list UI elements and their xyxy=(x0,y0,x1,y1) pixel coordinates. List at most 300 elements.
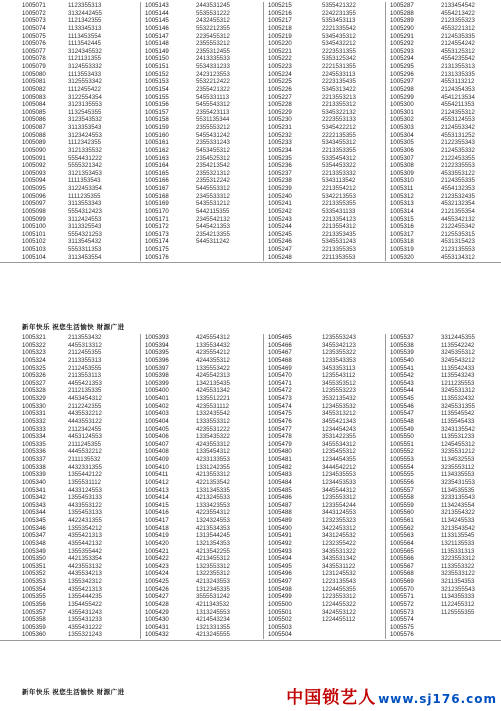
value-cell: 4213243553 xyxy=(196,578,230,585)
value-cell: 1121131355 xyxy=(68,55,101,63)
value-cell: 1122455312 xyxy=(441,600,475,608)
value-cell: 1323553312 xyxy=(196,562,230,570)
code-cell: 1005234 xyxy=(268,146,292,154)
value-cell: 2111135532 xyxy=(68,456,101,463)
table-row xyxy=(0,570,501,578)
value-cell: 1125555355 xyxy=(441,608,475,616)
value-cell: 3243135542 xyxy=(441,425,475,433)
code-cell: 1005104 xyxy=(22,253,46,261)
code-cell: 1005091 xyxy=(22,154,46,162)
footnote-2: 新年快乐 祝您生活愉快 财源广进 xyxy=(22,689,125,696)
value-cell: 4213245555 xyxy=(196,631,230,639)
code-cell: 1005473 xyxy=(268,395,292,402)
code-cell: 1005396 xyxy=(145,356,169,364)
value-cell: 4213245533 xyxy=(196,494,230,502)
table-row xyxy=(0,555,501,563)
table-row xyxy=(0,162,501,170)
value-cell: 4532132354 xyxy=(441,200,475,208)
code-cell: 1005502 xyxy=(268,616,292,624)
code-cell: 1005431 xyxy=(145,623,169,631)
code-table xyxy=(0,2,501,261)
code-cell: 1005492 xyxy=(268,539,292,547)
code-cell: 1005081 xyxy=(22,78,46,86)
code-cell: 1005236 xyxy=(268,162,292,170)
value-cell: 3444542212 xyxy=(322,463,356,471)
value-cell: 4455342132 xyxy=(441,215,475,223)
value-cell: 4432331355 xyxy=(68,463,102,471)
value-cell: 2211353553 xyxy=(322,253,356,261)
code-cell: 1005470 xyxy=(268,372,292,380)
value-cell: 2124354353 xyxy=(441,85,475,93)
code-cell: 1005537 xyxy=(390,334,414,341)
code-cell: 1005483 xyxy=(268,471,292,479)
code-cell: 1005305 xyxy=(390,139,414,147)
value-cell: 2124355335 xyxy=(441,177,475,185)
value-cell: 1224455112 xyxy=(322,616,356,624)
table-row xyxy=(0,609,501,617)
value-cell: 4213455312 xyxy=(196,555,230,563)
value-cell: 1233543353 xyxy=(322,356,356,364)
value-cell: 5435531212 xyxy=(196,200,230,208)
code-cell: 1005393 xyxy=(145,334,169,341)
code-cell: 1005298 xyxy=(390,85,414,93)
value-cell: 5553311353 xyxy=(68,246,102,253)
code-cell: 1005164 xyxy=(145,162,169,170)
value-cell: 3245531355 xyxy=(441,402,475,410)
value-cell: 4244355312 xyxy=(196,356,230,364)
code-cell: 1005093 xyxy=(22,169,46,177)
code-cell: 1005339 xyxy=(22,471,46,479)
table-row xyxy=(0,403,501,411)
code-cell: 1005294 xyxy=(390,55,414,63)
code-cell: 1005405 xyxy=(145,425,169,433)
table-row xyxy=(0,525,501,533)
code-cell: 1005315 xyxy=(390,215,414,223)
code-cell: 1005239 xyxy=(268,185,292,192)
table-row xyxy=(0,71,501,79)
table-row xyxy=(0,433,501,441)
code-cell: 1005416 xyxy=(145,509,169,517)
code-cell: 1005394 xyxy=(145,341,169,349)
value-cell xyxy=(196,254,268,262)
code-cell: 1005489 xyxy=(268,517,292,524)
code-cell: 1005410 xyxy=(145,463,169,471)
code-cell: 1005092 xyxy=(22,162,46,170)
value-cell: 1123355313 xyxy=(68,2,102,9)
value-cell: 3435531122 xyxy=(322,562,356,570)
code-cell: 1005542 xyxy=(390,372,414,380)
code-cell: 1005325 xyxy=(22,364,46,372)
code-cell: 1005495 xyxy=(268,562,292,570)
code-cell: 1005422 xyxy=(145,555,169,563)
code-cell: 1005160 xyxy=(145,131,169,139)
value-cell: 2112455355 xyxy=(68,349,102,357)
code-cell: 1005094 xyxy=(22,177,46,185)
value-cell: 1355453133 xyxy=(68,509,102,517)
table-row xyxy=(0,238,501,246)
code-cell: 1005246 xyxy=(268,238,292,246)
value-cell: 2354213355 xyxy=(196,230,230,238)
value-cell: 4421353354 xyxy=(68,555,102,563)
code-cell: 1005575 xyxy=(390,623,414,631)
value-cell: 3124345532 xyxy=(68,47,102,55)
code-cell: 1005313 xyxy=(390,200,414,208)
value-cell: 2355331243 xyxy=(196,139,230,147)
code-cell: 1005152 xyxy=(145,70,169,78)
value-cell: 5455331113 xyxy=(196,93,229,101)
table-row xyxy=(0,494,501,502)
code-cell: 1005173 xyxy=(145,230,169,238)
value-cell: 4235531222 xyxy=(196,425,230,433)
value-cell: 3122453354 xyxy=(68,185,102,192)
value-cell: 1234454243 xyxy=(322,425,356,433)
value-cell: 1133135545 xyxy=(441,532,475,540)
code-cell: 1005541 xyxy=(390,364,414,372)
code-cell: 1005100 xyxy=(22,223,46,231)
code-cell: 1005476 xyxy=(268,417,292,425)
code-cell: 1005327 xyxy=(22,379,46,387)
code-cell: 1005419 xyxy=(145,532,169,540)
code-cell: 1005242 xyxy=(268,207,292,215)
column-divider xyxy=(263,2,264,261)
value-cell: 4221353542 xyxy=(196,478,230,486)
value-cell: 3455421343 xyxy=(322,417,356,425)
table-row xyxy=(0,139,501,147)
value-cell: 1111353543 xyxy=(68,177,101,185)
code-cell: 1005291 xyxy=(390,32,414,40)
code-cell: 1005303 xyxy=(390,124,414,131)
value-cell: 5342213553 xyxy=(322,192,356,200)
value-cell xyxy=(441,624,501,632)
code-cell: 1005503 xyxy=(268,623,292,631)
value-cell: 3213554322 xyxy=(441,509,475,517)
value-cell: 2122335553 xyxy=(441,162,475,170)
code-cell: 1005478 xyxy=(268,433,292,441)
value-cell: 3431245532 xyxy=(322,532,356,540)
code-cell: 1005550 xyxy=(390,433,414,441)
code-cell: 1005083 xyxy=(22,93,46,101)
code-cell: 1005328 xyxy=(22,387,46,395)
table-row xyxy=(0,387,501,395)
code-cell: 1005472 xyxy=(268,387,292,395)
code-cell: 1005569 xyxy=(390,578,414,585)
value-cell: 2355423113 xyxy=(196,108,230,116)
code-cell: 1005340 xyxy=(22,478,46,486)
value-cell: 5353453113 xyxy=(322,17,356,25)
value-cell: 1232355323 xyxy=(322,517,356,524)
value-cell: 1113453554 xyxy=(68,32,101,40)
value-cell: 3235531212 xyxy=(441,448,475,456)
code-cell: 1005471 xyxy=(268,379,292,387)
value-cell: 2112135335 xyxy=(68,387,102,395)
code-cell: 1005466 xyxy=(268,341,292,349)
code-cell: 1005333 xyxy=(22,425,46,433)
table-row xyxy=(0,509,501,517)
code-cell: 1005220 xyxy=(268,40,292,48)
code-cell: 1005485 xyxy=(268,486,292,494)
value-cell: 3532135432 xyxy=(322,395,356,402)
value-cell: 4435534213 xyxy=(68,570,102,578)
value-cell: 3312445355 xyxy=(441,334,475,341)
code-cell: 1005287 xyxy=(390,2,414,9)
code-table xyxy=(0,334,501,639)
value-cell: 4233133553 xyxy=(196,456,230,463)
code-cell: 1005101 xyxy=(22,230,46,238)
code-cell: 1005240 xyxy=(268,192,292,200)
value-cell: 1235543112 xyxy=(322,372,356,380)
value-cell: 3235533122 xyxy=(441,570,475,578)
code-cell: 1005560 xyxy=(390,509,414,517)
code-cell: 1005082 xyxy=(22,85,46,93)
value-cell: 2213554212 xyxy=(322,185,356,192)
code-cell: 1005549 xyxy=(390,425,414,433)
code-cell: 1005403 xyxy=(145,410,169,418)
code-cell: 1005145 xyxy=(145,17,169,25)
table-row xyxy=(0,342,501,350)
code-cell: 1005487 xyxy=(268,501,292,509)
value-cell: 4453454312 xyxy=(68,395,102,402)
table-row xyxy=(0,563,501,571)
value-cell: 1224455322 xyxy=(322,600,356,608)
value-cell: 1112455422 xyxy=(68,85,101,93)
table-row xyxy=(0,147,501,155)
code-cell: 1005544 xyxy=(390,387,414,395)
code-cell: 1005316 xyxy=(390,223,414,231)
value-cell: 1355355442 xyxy=(68,547,102,555)
code-cell: 1005216 xyxy=(268,9,292,17)
code-cell: 1005486 xyxy=(268,494,292,502)
code-cell: 1005359 xyxy=(22,623,46,631)
code-cell: 1005411 xyxy=(145,471,169,479)
code-cell: 1005225 xyxy=(268,78,292,86)
code-cell: 1005334 xyxy=(22,433,46,441)
value-cell: 1224455355 xyxy=(322,585,356,593)
code-cell: 1005357 xyxy=(22,608,46,616)
code-cell: 1005230 xyxy=(268,116,292,124)
value-cell: 2213353332 xyxy=(322,169,356,177)
value-cell xyxy=(322,631,390,639)
code-cell: 1005309 xyxy=(390,169,414,177)
value-cell: 5442115355 xyxy=(196,207,230,215)
value-cell: 3235553112 xyxy=(441,463,475,471)
table-row xyxy=(0,395,501,403)
code-cell: 1005547 xyxy=(390,410,414,418)
value-cell: 4423553132 xyxy=(68,562,102,570)
code-cell: 1005342 xyxy=(22,494,46,502)
code-cell: 1005097 xyxy=(22,200,46,208)
code-cell: 1005151 xyxy=(145,63,169,70)
table-row xyxy=(0,109,501,117)
code-cell: 1005218 xyxy=(268,24,292,32)
code-cell: 1005551 xyxy=(390,440,414,448)
code-cell: 1005219 xyxy=(268,32,292,40)
value-cell: 4355421313 xyxy=(68,532,102,540)
value-cell: 1135531233 xyxy=(441,433,475,441)
code-cell: 1005490 xyxy=(268,524,292,532)
value-cell: 1121342355 xyxy=(68,17,102,25)
value-cell: 2223531355 xyxy=(322,47,356,55)
value-cell: 3455353512 xyxy=(322,379,356,387)
value-cell: 1335553422 xyxy=(196,364,230,372)
code-cell: 1005498 xyxy=(268,585,292,593)
code-cell: 1005148 xyxy=(145,40,169,48)
code-cell: 1005493 xyxy=(268,547,292,555)
value-cell: 1245455312 xyxy=(441,440,475,448)
value-cell: 4455313312 xyxy=(68,341,102,349)
value-cell: 4355431222 xyxy=(68,623,102,631)
code-cell: 1005465 xyxy=(268,334,292,341)
code-cell: 1005227 xyxy=(268,93,292,101)
value-cell: 1331345335 xyxy=(196,486,230,494)
code-cell: 1005157 xyxy=(145,108,169,116)
code-cell: 1005337 xyxy=(22,456,46,463)
value-cell: 4553134312 xyxy=(441,253,475,261)
value-cell: 2133454542 xyxy=(441,2,475,9)
code-cell: 1005163 xyxy=(145,154,169,162)
value-cell: 1113553433 xyxy=(68,70,101,78)
value-cell: 4243553312 xyxy=(196,440,230,448)
code-cell: 1005484 xyxy=(268,478,292,486)
table-row xyxy=(0,185,501,193)
code-cell: 1005170 xyxy=(145,207,169,215)
value-cell: 5532212422 xyxy=(196,78,230,86)
code-cell: 1005341 xyxy=(22,486,46,494)
table-row xyxy=(0,101,501,109)
code-cell: 1005468 xyxy=(268,356,292,364)
code-cell: 1005223 xyxy=(268,63,292,70)
value-cell: 3424553122 xyxy=(322,608,356,616)
value-cell: 2355553212 xyxy=(196,124,230,131)
value-cell: 4245554312 xyxy=(196,334,230,341)
code-cell: 1005432 xyxy=(145,631,169,639)
value-cell: 1332435542 xyxy=(196,410,230,418)
value-cell: 1135542433 xyxy=(441,364,475,372)
code-cell: 1005318 xyxy=(390,238,414,246)
value-cell: 1135543243 xyxy=(441,372,475,380)
table-row xyxy=(0,124,501,132)
code-cell: 1005479 xyxy=(268,440,292,448)
table-row xyxy=(0,410,501,418)
value-cell: 2112342455 xyxy=(68,425,102,433)
code-cell: 1005096 xyxy=(22,192,46,200)
value-cell: 1335454312 xyxy=(196,448,230,456)
code-cell: 1005354 xyxy=(22,585,46,593)
table-row xyxy=(0,441,501,449)
code-cell: 1005360 xyxy=(22,631,46,639)
code-cell: 1005299 xyxy=(390,93,414,101)
value-cell: 4245531342 xyxy=(196,387,230,395)
code-cell: 1005395 xyxy=(145,349,169,357)
code-cell: 1005349 xyxy=(22,547,46,555)
value-cell: 2221335542 xyxy=(322,24,356,32)
value-cell: 4554235542 xyxy=(441,55,475,63)
value-cell: 4435532212 xyxy=(68,410,102,418)
value-cell: 2123355323 xyxy=(441,17,475,25)
code-cell: 1005564 xyxy=(390,539,414,547)
table-row xyxy=(0,86,501,94)
code-cell: 1005413 xyxy=(145,486,169,494)
table-row xyxy=(0,208,501,216)
code-cell: 1005397 xyxy=(145,364,169,372)
value-cell: 5345422212 xyxy=(322,124,356,131)
code-cell: 1005496 xyxy=(268,570,292,578)
code-cell: 1005415 xyxy=(145,501,169,509)
column-divider xyxy=(263,334,264,639)
value-cell: 5445553312 xyxy=(196,185,230,192)
value-cell: 1135532432 xyxy=(441,395,475,402)
value-cell: 4445532212 xyxy=(68,448,102,456)
code-cell: 1005103 xyxy=(22,246,46,253)
value-cell: 4433553122 xyxy=(68,501,102,509)
code-cell: 1005572 xyxy=(390,600,414,608)
code-cell: 1005221 xyxy=(268,47,292,55)
value-cell: 2113553113 xyxy=(68,372,101,380)
code-cell: 1005425 xyxy=(145,578,169,585)
value-cell: 4211343532 xyxy=(196,600,230,608)
code-cell: 1005088 xyxy=(22,131,46,139)
value-cell: 3132442455 xyxy=(68,9,102,17)
code-cell: 1005310 xyxy=(390,177,414,185)
code-cell: 1005481 xyxy=(268,456,292,463)
table-row xyxy=(0,2,501,10)
code-cell: 1005167 xyxy=(145,185,169,192)
value-cell: 2124535332 xyxy=(441,146,475,154)
code-cell: 1005398 xyxy=(145,372,169,380)
value-cell: 2213355312 xyxy=(322,101,356,109)
code-cell: 1005089 xyxy=(22,139,46,147)
value-cell: 1134532553 xyxy=(441,456,475,463)
code-cell: 1005144 xyxy=(145,9,169,17)
value-cell: 5532212355 xyxy=(196,24,230,32)
value-cell: 3555531242 xyxy=(196,593,230,601)
code-cell: 1005556 xyxy=(390,478,414,486)
value-cell: 1235455312 xyxy=(322,448,356,456)
value-cell: 3122554354 xyxy=(68,93,102,101)
value-cell: 1111235355 xyxy=(68,192,101,200)
code-cell: 1005552 xyxy=(390,448,414,456)
value-cell: 2423123553 xyxy=(196,70,230,78)
value-cell: 4453124553 xyxy=(68,433,102,441)
code-cell: 1005161 xyxy=(145,139,169,147)
code-cell: 1005427 xyxy=(145,593,169,601)
value-cell: 4554132353 xyxy=(441,185,475,192)
value-cell: 1233554244 xyxy=(322,501,356,509)
code-cell: 1005330 xyxy=(22,402,46,410)
code-cell: 1005248 xyxy=(268,253,292,261)
value-cell: 2124535335 xyxy=(441,32,475,40)
code-cell: 1005345 xyxy=(22,517,46,524)
table-row xyxy=(0,502,501,510)
value-cell: 1355321243 xyxy=(68,631,102,639)
block-rule xyxy=(0,262,501,263)
code-cell: 1005072 xyxy=(22,9,46,17)
table-row xyxy=(0,25,501,33)
code-cell: 1005402 xyxy=(145,402,169,410)
code-cell: 1005420 xyxy=(145,539,169,547)
value-cell: 1355442122 xyxy=(68,471,102,479)
code-cell: 1005358 xyxy=(22,616,46,624)
code-cell: 1005491 xyxy=(268,532,292,540)
code-cell: 1005297 xyxy=(390,78,414,86)
value-cell: 1333553312 xyxy=(196,417,230,425)
code-cell: 1005329 xyxy=(22,395,46,402)
value-cell: 5335454312 xyxy=(322,154,356,162)
code-cell: 1005229 xyxy=(268,108,292,116)
table-row xyxy=(0,349,501,357)
value-cell: 4213534353 xyxy=(196,524,230,532)
table-row xyxy=(0,540,501,548)
code-cell: 1005480 xyxy=(268,448,292,456)
